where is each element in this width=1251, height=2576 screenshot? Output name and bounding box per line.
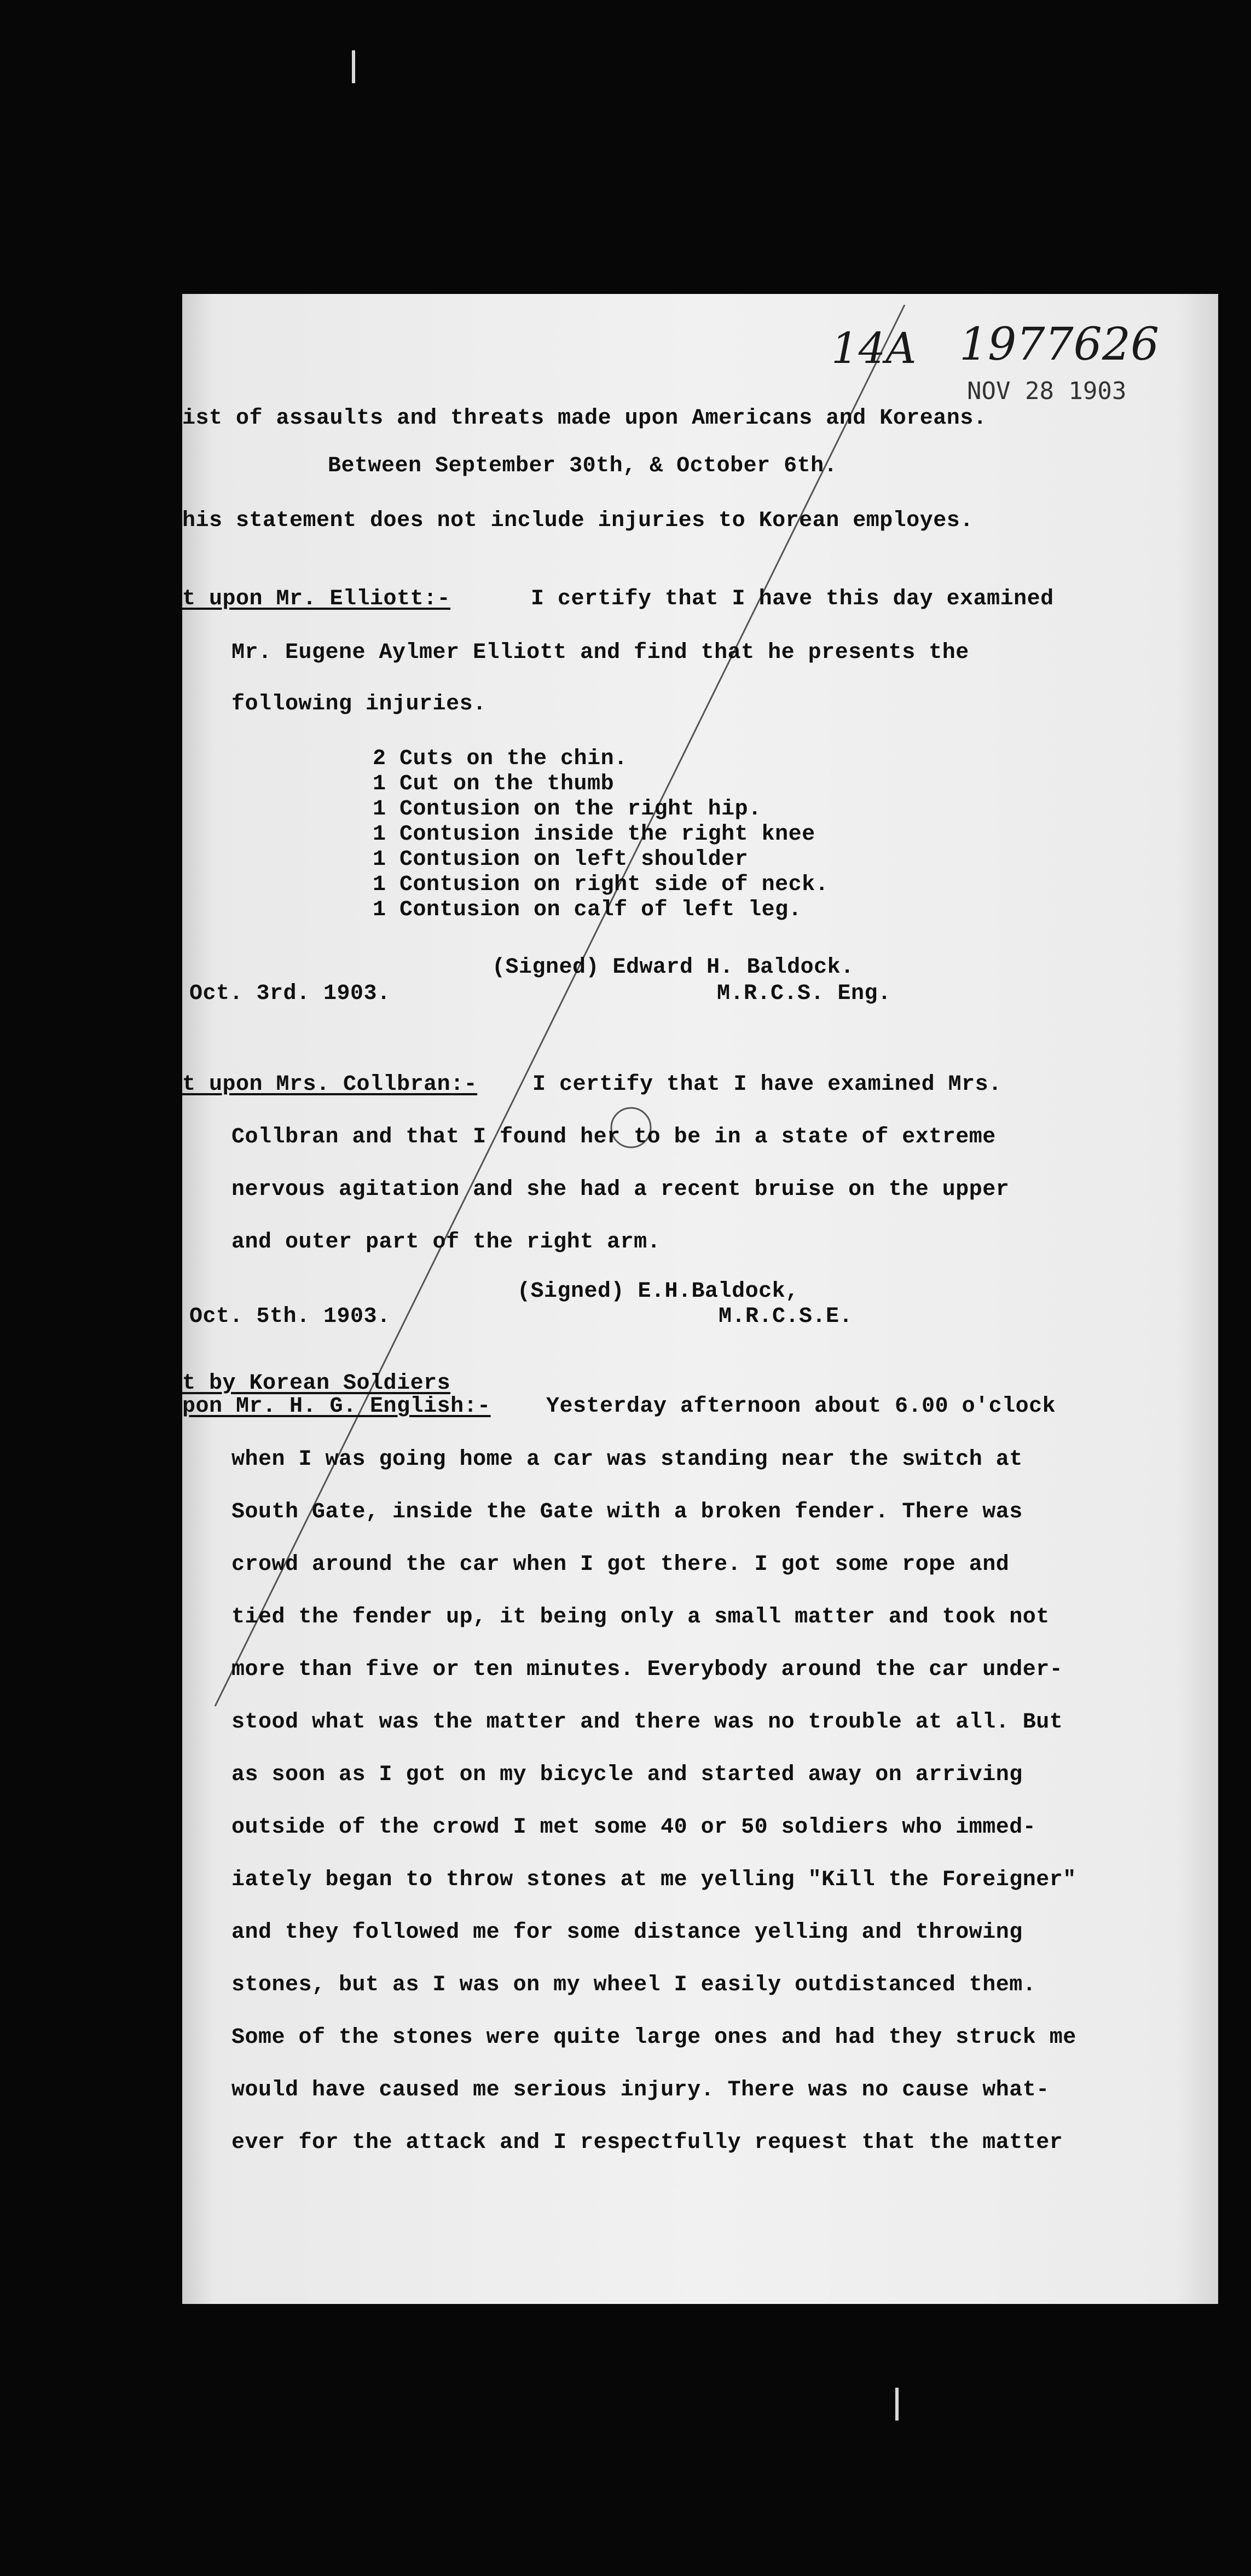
collbran-line-3: nervous agitation and she had a recent bruise on the upper: [231, 1177, 1010, 1202]
english-heading-1: t by Korean Soldiers: [182, 1371, 451, 1396]
english-line: Some of the stones were quite large ones and had they struck me: [231, 2025, 1076, 2050]
collbran-credentials: M.R.C.S.E.: [719, 1304, 853, 1329]
document-title: ist of assaults and threats made upon Americans and Koreans.: [182, 406, 987, 431]
injury-item: 1 Contusion on right side of neck.: [373, 873, 829, 897]
english-line: stones, but as I was on my wheel I easily outdistanced them.: [231, 1973, 1036, 1997]
injury-item: 1 Contusion inside the right knee: [373, 822, 815, 847]
elliott-credentials: M.R.C.S. Eng.: [717, 981, 891, 1006]
handwritten-file-number: 1977626: [959, 319, 1160, 371]
injury-item: 1 Cut on the thumb: [373, 772, 615, 796]
english-line: when I was going home a car was standing near the switch at: [231, 1447, 1023, 1472]
english-line: outside of the crowd I met some 40 or 50 soldiers who immed-: [231, 1815, 1036, 1840]
english-line: more than five or ten minutes. Everybody around the car under-: [231, 1657, 1063, 1682]
english-line: as soon as I got on my bicycle and started away on arriving: [231, 1763, 1023, 1787]
elliott-line-2: Mr. Eugene Aylmer Elliott and find that he presents the: [231, 640, 969, 665]
english-heading-2: pon Mr. H. G. English:-: [182, 1394, 491, 1419]
english-line: stood what was the matter and there was no trouble at all. But: [231, 1710, 1063, 1735]
document-page: [182, 294, 1218, 2304]
collbran-line-1: I certify that I have examined Mrs.: [532, 1072, 1002, 1097]
english-line: iately began to throw stones at me yelling "Kill the Foreigner": [231, 1868, 1076, 1892]
english-line: would have caused me serious injury. There was no cause what-: [231, 2078, 1050, 2103]
english-line: and they followed me for some distance yelling and throwing: [231, 1920, 1023, 1945]
film-tick-mark: [352, 50, 355, 83]
film-tick-mark: [895, 2388, 899, 2421]
statement-note: his statement does not include injuries to Korean employes.: [182, 509, 974, 533]
elliott-signature: (Signed) Edward H. Baldock.: [492, 955, 854, 980]
collbran-date: Oct. 5th. 1903.: [189, 1304, 391, 1329]
english-line: South Gate, inside the Gate with a broken fender. There was: [231, 1500, 1023, 1524]
collbran-line-4: and outer part of the right arm.: [231, 1230, 661, 1255]
collbran-line-2: Collbran and that I found her to be in a state of extreme: [231, 1125, 996, 1150]
injury-item: 1 Contusion on the right hip.: [373, 797, 762, 822]
elliott-date: Oct. 3rd. 1903.: [189, 981, 391, 1006]
elliott-line-1: I certify that I have this day examined: [531, 587, 1054, 611]
injury-item: 1 Contusion on calf of left leg.: [373, 898, 802, 922]
elliott-heading: t upon Mr. Elliott:-: [182, 587, 451, 611]
collbran-heading: t upon Mrs. Collbran:-: [182, 1072, 478, 1097]
injury-item: 1 Contusion on left shoulder: [373, 847, 749, 872]
period-line: Between September 30th, & October 6th.: [328, 454, 838, 478]
handwritten-number: 14A: [831, 324, 917, 373]
elliott-line-3: following injuries.: [231, 692, 486, 717]
collbran-signature: (Signed) E.H.Baldock,: [517, 1279, 799, 1304]
english-line: ever for the attack and I respectfully request that the matter: [231, 2130, 1063, 2155]
date-stamp: NOV 28 1903: [967, 377, 1127, 405]
english-line: tied the fender up, it being only a small matter and took not: [231, 1605, 1050, 1630]
english-line: Yesterday afternoon about 6.00 o'clock: [546, 1394, 1056, 1419]
injury-item: 2 Cuts on the chin.: [373, 747, 628, 771]
english-line: crowd around the car when I got there. I got some rope and: [231, 1552, 1010, 1577]
